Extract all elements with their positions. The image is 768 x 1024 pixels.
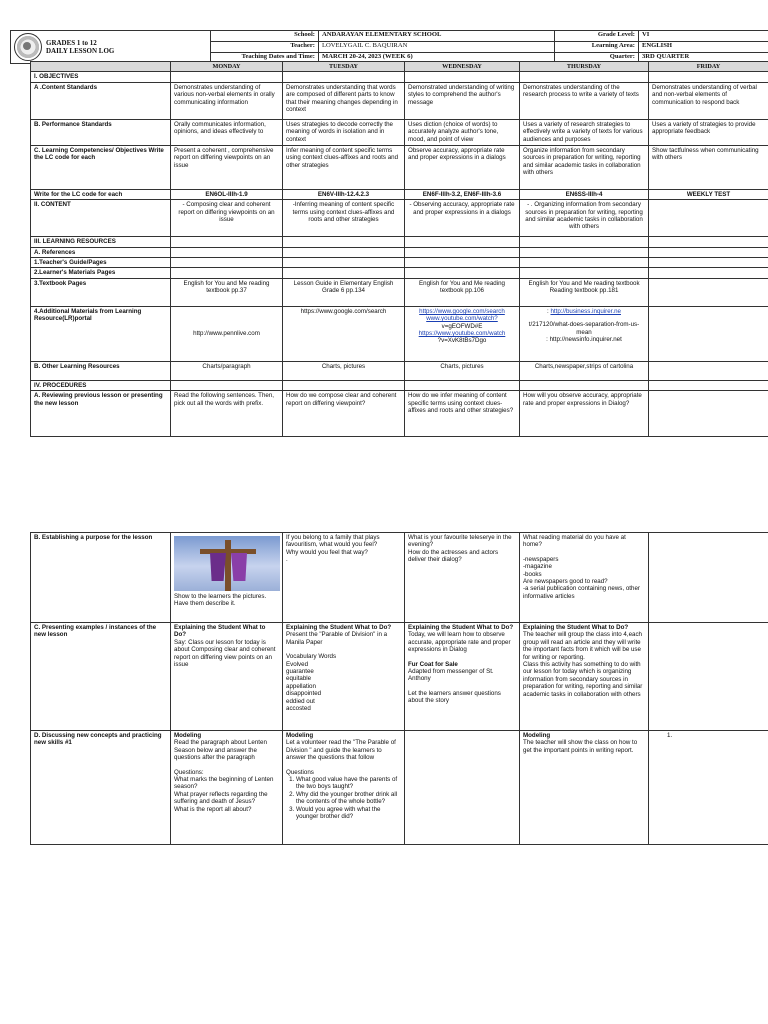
school-label: School: <box>211 31 319 42</box>
additional-friday <box>649 306 768 361</box>
story-source: Adapted from messenger of St. Anthony <box>408 668 494 683</box>
lc-code-tuesday: EN6V-IIIh-12.4.2.3 <box>283 189 405 199</box>
discussing-thursday-title: Modeling <box>523 732 551 739</box>
vocabulary-word: appellation <box>286 682 316 690</box>
vocabulary-word: disappointed <box>286 690 322 698</box>
learning-area-label: Learning Area: <box>555 42 639 53</box>
content-friday <box>649 200 768 237</box>
reviewing-label: A. Reviewing previous lesson or presenting the new lesson <box>31 391 171 437</box>
lc-code-wednesday: EN6F-IIIh-3.2, EN6F-IIIh-3.6 <box>405 189 520 199</box>
tuesday-question: 3. Would you agree with what the younger brother did? <box>296 806 401 821</box>
lc-code-label: Write for the LC code for each <box>31 189 171 199</box>
additional-monday: http://www.pennlive.com <box>171 306 283 361</box>
header-logo-cell <box>11 31 211 64</box>
textbook-thursday-cell <box>520 278 649 306</box>
day-wednesday: WEDNESDAY <box>405 62 520 72</box>
presenting-wednesday-text: Today, we will learn how to observe accurate, appropriate rate and proper expressions in Dialog <box>408 631 511 654</box>
textbook-label: 3.Textbook Pages <box>31 278 171 306</box>
references-row <box>31 247 768 257</box>
content-standards-wednesday: Demonstrated understanding of writing styles to comprehend the author's message <box>405 82 520 119</box>
textbook-friday <box>649 278 768 306</box>
presenting-wednesday-after: Let the learners answer questions about the story <box>408 689 501 705</box>
discussing-friday: 1. <box>649 731 768 845</box>
purpose-thursday-cell <box>520 533 649 623</box>
daily-lesson-log-title: DAILY LESSON LOG <box>46 47 115 55</box>
reviewing-thursday: How will you observe accuracy, appropriate rate and proper expressions in Dialog? <box>520 391 649 437</box>
teacher-label: Teacher: <box>211 42 319 53</box>
monday-question: What is the report all about? <box>174 805 252 813</box>
purpose-friday <box>649 533 768 623</box>
grade-level-value: VI <box>639 31 768 42</box>
dates-label: Teaching Dates and Time: <box>211 53 319 64</box>
purpose-tuesday-line: Why would you feel that way? <box>286 548 368 556</box>
discussing-monday-title: Modeling <box>174 732 202 739</box>
other-resources-monday: Charts/paragraph <box>171 361 283 380</box>
content-standards-tuesday: Demonstrates understanding that words are composed of different parts to know that their meaning changes depending in context <box>283 82 405 119</box>
wednesday-link-3[interactable]: https://www.youtube.com/watch <box>418 330 506 338</box>
presenting-monday-title: Explaining the Student What to Do? <box>174 624 266 639</box>
wednesday-link-2[interactable]: www.youtube.com/watch? <box>426 315 498 323</box>
presenting-thursday-text-2: Class this activity has something to do with our lesson for today which is organizing information from secondary sources in preparation for writing, reporting and similar academic tasks in collaboration with others <box>523 661 643 698</box>
quarter-value: 3RD QUARTER <box>639 53 768 64</box>
school-value: ANDARAYAN ELEMENTARY SCHOOL <box>319 31 555 42</box>
other-resources-row <box>31 361 768 380</box>
content-monday: - Composing clear and coherent report on differing viewpoints on an issue <box>171 200 283 237</box>
presenting-friday <box>649 623 768 731</box>
discussing-tuesday-cell <box>283 731 405 845</box>
grades-label: GRADES 1 to 12 <box>46 39 97 47</box>
purpose-tuesday-cell <box>283 533 405 623</box>
additional-materials-label: 4.Additional Materials from Learning Resource(LR)portal <box>31 306 171 361</box>
tuesday-questions-list <box>286 776 401 820</box>
purpose-label: B. Establishing a purpose for the lesson <box>31 533 171 623</box>
content-label: II. CONTENT <box>31 200 171 237</box>
additional-tuesday: https://www.google.com/search <box>283 306 405 361</box>
purpose-wednesday-cell <box>405 533 520 623</box>
purpose-row <box>31 533 768 623</box>
discussing-row <box>31 731 768 845</box>
presenting-tuesday-text: Present the "Parable of Division" in a Manila Paper <box>286 631 388 646</box>
day-friday: FRIDAY <box>649 62 768 72</box>
presenting-thursday-title: Explaining the Student What to Do? <box>523 624 629 631</box>
tuesday-questions-title: Questions <box>286 768 314 776</box>
performance-standards-friday: Uses a variety of strategies to provide appropriate feedback <box>649 119 768 145</box>
competencies-row <box>31 145 768 189</box>
reviewing-monday: Read the following sentences. Then, pick out all the words with prefix. <box>171 391 283 437</box>
objectives-label: I. OBJECTIVES <box>31 72 171 82</box>
learners-materials-row <box>31 268 768 278</box>
wednesday-link-1[interactable]: https://www.google.com/search <box>419 307 505 315</box>
other-resources-tuesday: Charts, pictures <box>283 361 405 380</box>
thursday-link-text-2: : http://newsinfo.inquirer.net <box>546 336 622 344</box>
purpose-thursday-line: -a serial publication containing news, other informative articles <box>523 585 640 600</box>
lesson-table-part2 <box>30 532 768 845</box>
textbook-tuesday: Lesson Guide in Elementary English Grade 6 pp.134 <box>283 278 405 306</box>
purpose-monday: Show to the learners the pictures. Have them describe it. <box>174 593 267 608</box>
presenting-label: C. Presenting examples / instances of the new lesson <box>31 623 171 731</box>
teacher-value: LOVELYGAIL C. BAQUIRAN <box>319 42 555 53</box>
presenting-tuesday-cell <box>283 623 405 731</box>
presenting-thursday-cell <box>520 623 649 731</box>
days-header-row <box>31 62 768 72</box>
performance-standards-wednesday: Uses diction (choice of words) to accurately analyze author's tone, mood, and point of view <box>405 119 520 145</box>
competencies-thursday: Organize information from secondary sources in preparation for writing, reporting and similar academic tasks in collaboration with others <box>520 145 649 189</box>
content-thursday: - . Organizing information from secondary sources in preparation for writing, reporting and similar academic tasks in collaboration with others <box>520 200 649 237</box>
lesson-table-part1 <box>30 61 768 437</box>
grade-level-label: Grade Level: <box>555 31 639 42</box>
purpose-thursday-line: What reading material do you have at home? <box>523 534 626 549</box>
textbook-monday: English for You and Me reading textbook pp.37 <box>171 278 283 306</box>
content-standards-label: A .Content Standards <box>31 82 171 119</box>
day-tuesday: TUESDAY <box>283 62 405 72</box>
monday-question: What marks the beginning of Lenten season? <box>174 776 274 791</box>
deped-seal-icon <box>14 33 42 61</box>
purpose-wednesday-line: What is your favourite teleserye in the evening? <box>408 534 512 549</box>
monday-question: What prayer reflects regarding the suffering and death of Jesus? <box>174 790 268 806</box>
reviewing-wednesday: How do we infer meaning of content specific terms using context clues-affixes and roots and other strategies? <box>405 391 520 437</box>
reviewing-tuesday: How do we compose clear and coherent report on differing viewpoint? <box>283 391 405 437</box>
dates-value: MARCH 20-24, 2023 (WEEK 6) <box>319 53 555 64</box>
lenten-cross-image <box>174 536 280 591</box>
thursday-link[interactable]: http://business.inquirer.ne <box>550 307 621 315</box>
days-corner <box>31 62 171 72</box>
purpose-tuesday-line: If you belong to a family that plays favouritism, what would you feel? <box>286 534 380 549</box>
competencies-monday: Present a coherent , comprehensive report on differing viewpoints on an issue <box>171 145 283 189</box>
content-row <box>31 200 768 237</box>
vocabulary-title: Vocabulary Words <box>286 653 337 661</box>
lc-code-row <box>31 189 768 199</box>
purpose-wednesday-line: How do the actresses and actors deliver their dialog? <box>408 548 499 564</box>
day-thursday: THURSDAY <box>520 62 649 72</box>
vocabulary-word: eddied out <box>286 697 315 705</box>
purpose-thursday-line: -books <box>523 570 542 578</box>
lc-code-friday: WEEKLY TEST <box>649 189 768 199</box>
story-title: Fur Coat for Sale <box>408 660 458 668</box>
purpose-thursday-line: Are newspapers good to read? <box>523 578 608 586</box>
discussing-wednesday <box>405 731 520 845</box>
competencies-label: C. Learning Competencies/ Objectives Write the LC code for each <box>31 145 171 189</box>
references-label: A. References <box>31 247 171 257</box>
other-resources-label: B. Other Learning Resources <box>31 361 171 380</box>
content-standards-row <box>31 82 768 119</box>
discussing-thursday-cell <box>520 731 649 845</box>
presenting-wednesday-cell <box>405 623 520 731</box>
purpose-thursday-line: -magazine <box>523 563 552 571</box>
purpose-tuesday-line: . <box>286 556 288 564</box>
discussing-thursday-text: The teacher will show the class on how to get the important points in writing report. <box>523 739 638 754</box>
other-resources-thursday: Charts,newspaper,strips of cartolina <box>520 361 649 380</box>
content-standards-friday: Demonstrates understanding of verbal and non-verbal elements of communication to respond back <box>649 82 768 119</box>
procedures-label: IV. PROCEDURES <box>31 380 171 390</box>
textbook-wednesday: English for You and Me reading textbook pp.106 <box>405 278 520 306</box>
content-tuesday: -Inferring meaning of content specific terms using context clues-affixes and roots and other strategies <box>283 200 405 237</box>
teachers-guide-label: 1.Teacher's Guide/Pages <box>31 258 171 268</box>
vocabulary-word: guarantee <box>286 668 314 676</box>
objectives-row <box>31 72 768 82</box>
vocabulary-word: accosted <box>286 705 311 713</box>
performance-standards-label: B. Performance Standards <box>31 119 171 145</box>
other-resources-wednesday: Charts, pictures <box>405 361 520 380</box>
reviewing-row <box>31 391 768 437</box>
content-wednesday: - Observing accuracy, appropriate rate and proper expressions in a dialogs <box>405 200 520 237</box>
presenting-tuesday-title: Explaining the Student What to Do? <box>286 624 392 631</box>
wednesday-link-text-1: v=gEOFWD#E <box>441 322 483 330</box>
discussing-tuesday-title: Modeling <box>286 732 314 739</box>
performance-standards-tuesday: Uses strategies to decode correctly the meaning of words in isolation and in context <box>283 119 405 145</box>
content-standards-thursday: Demonstrates understanding of the research process to write a variety of texts <box>520 82 649 119</box>
additional-wednesday-cell <box>405 306 520 361</box>
additional-thursday-cell <box>520 306 649 361</box>
discussing-tuesday-text: Let a volunteer read the "The Parable of Division " and guide the learners to answer the questions that follow <box>286 739 396 762</box>
presenting-thursday-text: The teacher will group the class into 4,each group will read an article and they will write the important facts from it which will be use for writing or reporting. <box>523 631 643 661</box>
quarter-label: Quarter: <box>555 53 639 64</box>
performance-standards-monday: Orally communicates information, opinions, and ideas effectively to <box>171 119 283 145</box>
discussing-label: D. Discussing new concepts and practicing new skills #1 <box>31 731 171 845</box>
performance-standards-row <box>31 119 768 145</box>
purpose-thursday-line <box>523 549 645 556</box>
procedures-row <box>31 380 768 390</box>
lc-code-monday: EN6OL-IIIh-1.9 <box>171 189 283 199</box>
textbook-thursday: English for You and Me reading textbook <box>528 279 640 287</box>
learning-resources-row <box>31 237 768 247</box>
learning-resources-label: III. LEARNING RESOURCES <box>31 237 171 247</box>
presenting-row <box>31 623 768 731</box>
other-resources-friday <box>649 361 768 380</box>
learners-materials-label: 2.Learner's Materials Pages <box>31 268 171 278</box>
textbook-thursday-extra: Reading textbook pp.181 <box>549 287 619 295</box>
header-table <box>10 30 768 64</box>
lc-code-thursday: EN6SS-IIIh-4 <box>520 189 649 199</box>
day-monday: MONDAY <box>171 62 283 72</box>
thursday-link-prefix: : <box>547 307 551 315</box>
competencies-tuesday: Infer meaning of content specific terms using context clues-affixes and roots and other strategies <box>283 145 405 189</box>
teachers-guide-row <box>31 258 768 268</box>
performance-standards-thursday: Uses a variety of research strategies to effectively write a variety of texts for various audiences and purposes <box>520 119 649 145</box>
textbook-row <box>31 278 768 306</box>
tuesday-question: 1. What good value have the parents of the two boys taught? <box>296 776 401 791</box>
content-standards-monday: Demonstrates understanding of various non-verbal elements in orally communicating information <box>171 82 283 119</box>
competencies-wednesday: Observe accuracy, appropriate rate and proper expressions in a dialogs <box>405 145 520 189</box>
monday-questions-title: Questions: <box>174 768 204 776</box>
competencies-friday: Show tactfulness when communicating with others <box>649 145 768 189</box>
presenting-monday-cell <box>171 623 283 731</box>
purpose-thursday-line: -newspapers <box>523 555 559 563</box>
learning-area-value: ENGLISH <box>639 42 768 53</box>
wednesday-link-text-2: ?v=XvK8tBs7Dgo <box>437 337 487 345</box>
vocabulary-word: Evolved <box>286 660 309 668</box>
presenting-wednesday-title: Explaining the Student What to Do? <box>408 624 514 631</box>
presenting-monday-text: Say: Class our lesson for today is about Composing clear and coherent report on differing view points on an issue <box>174 638 276 669</box>
vocabulary-word: equitable <box>286 675 312 683</box>
discussing-monday-cell <box>171 731 283 845</box>
thursday-link-text-1: t/217120/what-does-separation-from-us-mean <box>528 321 640 336</box>
reviewing-friday <box>649 391 768 437</box>
tuesday-question: 2. Why did the younger brother drink all the contents of the whole bottle? <box>296 791 401 806</box>
discussing-monday-text: Read the paragraph about Lenten Season below and answer the questions after the paragraph <box>174 739 267 762</box>
additional-materials-row <box>31 306 768 361</box>
purpose-monday-cell <box>171 533 283 623</box>
